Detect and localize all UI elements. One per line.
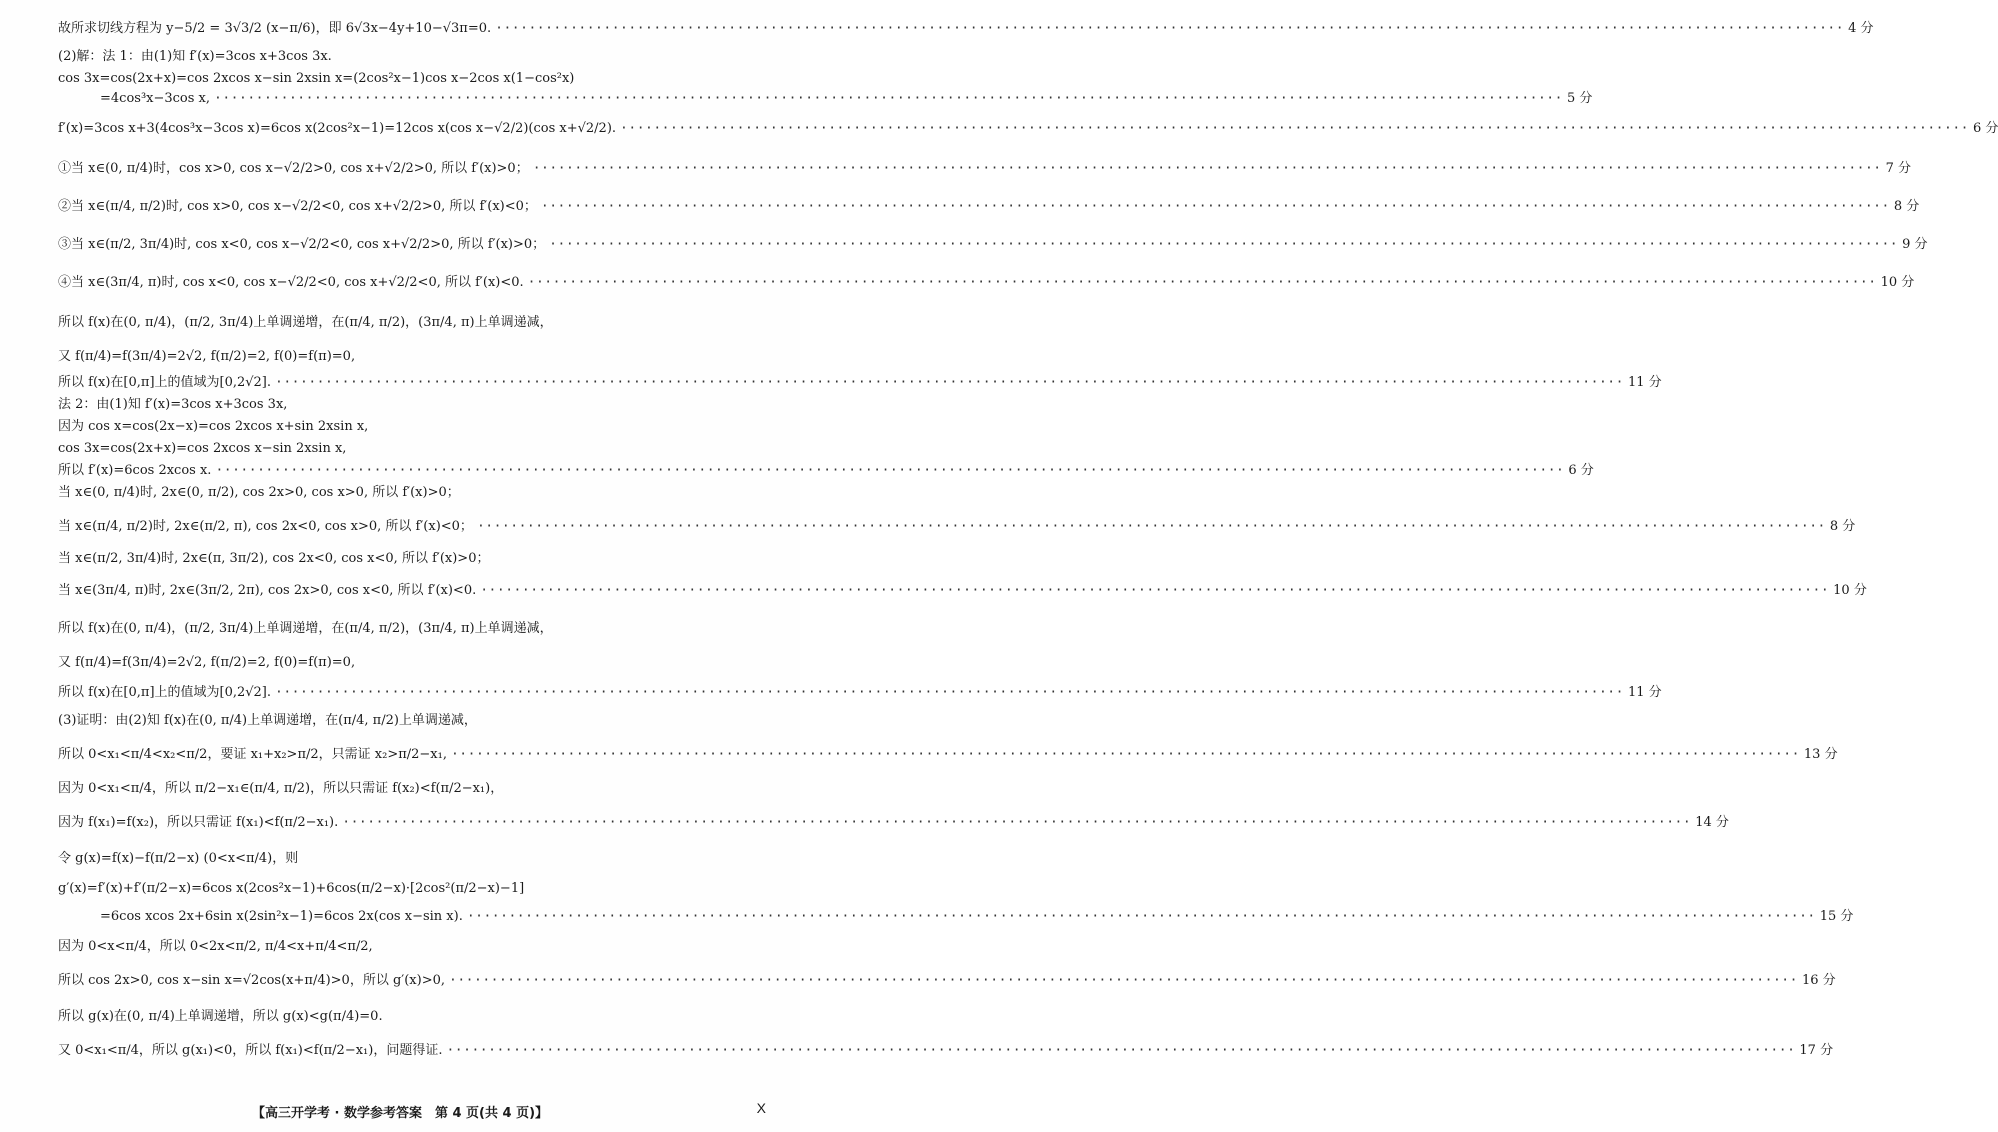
solution-line: [58, 275, 1915, 290]
dot-leader: [477, 520, 1826, 533]
solution-line: [58, 199, 1920, 214]
dot-leader: [215, 464, 1564, 477]
score-label: 11 分: [1627, 685, 1662, 700]
score-label: 8 分: [1893, 199, 1920, 214]
dot-leader: [549, 238, 1898, 251]
solution-line-text: 当 x∈(3π/4, π)时, 2x∈(3π/2, 2π), cos 2x>0, cos x<0, 所以 f′(x)<0.: [58, 583, 477, 598]
solution-line-text: 又 f(π/4)=f(3π/4)=2√2, f(π/2)=2, f(0)=f(π)=0,: [58, 349, 356, 364]
solution-line-text: ②当 x∈(π/4, π/2)时, cos x>0, cos x−√2/2<0, cos x+√2/2>0, 所以 f′(x)<0；: [58, 199, 537, 214]
solution-line-text: 所以 f(x)在[0,π]上的值域为[0,2√2].: [58, 685, 272, 700]
solution-line: [58, 316, 780, 329]
score-label: 6 分: [1568, 463, 1594, 478]
dot-leader: [275, 686, 1624, 699]
solution-line-text: 故所求切线方程为 y−5/2 = 3√3/2 (x−π/6)，即 6√3x−4y+10−√3π=0.: [58, 21, 492, 36]
page-footer: 【高三开学考 · 数学参考答案 第 4 页(共 4 页)】: [251, 1106, 549, 1121]
score-label: 14 分: [1695, 815, 1729, 830]
solution-line-text: 当 x∈(0, π/4)时, 2x∈(0, π/2), cos 2x>0, cos x>0, 所以 f′(x)>0；: [58, 485, 460, 500]
solution-line-text: 所以 0<x₁<π/4<x₂<π/2，要证 x₁+x₂>π/2，只需证 x₂>π/2−x₁,: [58, 747, 447, 762]
solution-line-text: 所以 f′(x)=6cos 2xcos x.: [58, 463, 212, 478]
dot-leader: [214, 92, 1563, 105]
dot-leader: [528, 276, 1877, 289]
dot-leader: [451, 748, 1800, 761]
dot-leader: [480, 584, 1829, 597]
solution-line: [58, 463, 1594, 478]
solution-line-text: 又 f(π/4)=f(3π/4)=2√2, f(π/2)=2, f(0)=f(π)=0,: [58, 655, 356, 670]
score-label: 15 分: [1819, 909, 1854, 924]
solution-line: [58, 486, 780, 499]
dot-leader: [342, 816, 1691, 829]
solution-line-text: 令 g(x)=f(x)−f(π/2−x) (0<x<π/4)，则: [58, 851, 299, 866]
solution-line-text: ④当 x∈(3π/4, π)时, cos x<0, cos x−√2/2<0, cos x+√2/2<0, 所以 f′(x)<0.: [58, 275, 524, 290]
solution-line: [58, 973, 1836, 988]
solution-line: [100, 909, 1854, 924]
solution-line-text: g′(x)=f′(x)+f′(π/2−x)=6cos x(2cos²x−1)+6cos(π/2−x)·[2cos²(π/2−x)−1]: [58, 881, 525, 896]
solution-line-text: 所以 cos 2x>0, cos x−sin x=√2cos(x+π/4)>0，所以 g′(x)>0,: [58, 973, 446, 988]
solution-line: [58, 398, 780, 411]
solution-line-text: 所以 f(x)在(0, π/4)，(π/2, 3π/4)上单调递增，在(π/4, π/2)，(3π/4, π)上单调递减，: [58, 621, 553, 636]
footer-mark: X: [756, 1100, 766, 1116]
solution-line: [58, 50, 780, 63]
solution-line: [58, 622, 780, 635]
solution-line-text: 所以 f(x)在[0,π]上的值域为[0,2√2].: [58, 375, 272, 390]
solution-line-text: ①当 x∈(0, π/4)时，cos x>0, cos x−√2/2>0, cos x+√2/2>0, 所以 f′(x)>0；: [58, 161, 529, 176]
solution-line-text: 所以 g(x)在(0, π/4)上单调递增，所以 g(x)<g(π/4)=0.: [58, 1009, 383, 1024]
solution-line-text: 所以 f(x)在(0, π/4)，(π/2, 3π/4)上单调递增，在(π/4, π/2)，(3π/4, π)上单调递减，: [58, 315, 553, 330]
solution-line: [58, 656, 780, 669]
score-label: 9 分: [1902, 237, 1928, 252]
dot-leader: [533, 162, 1882, 175]
solution-line: [58, 685, 1662, 700]
dot-leader: [446, 1044, 1795, 1057]
solution-line: [58, 1043, 1834, 1058]
score-label: 4 分: [1848, 21, 1874, 36]
score-label: 10 分: [1880, 275, 1915, 290]
dot-leader: [495, 22, 1844, 35]
dot-leader: [275, 376, 1624, 389]
score-label: 10 分: [1833, 583, 1867, 598]
solution-line: [58, 1010, 780, 1023]
solution-line: [58, 714, 780, 727]
score-label: 6 分: [1972, 121, 1998, 136]
score-label: 17 分: [1799, 1043, 1834, 1058]
score-label: 7 分: [1885, 161, 1912, 176]
solution-line-text: 又 0<x₁<π/4，所以 g(x₁)<0，所以 f(x₁)<f(π/2−x₁)，问题得证.: [58, 1043, 443, 1058]
solution-line-text: =4cos³x−3cos x,: [100, 91, 211, 106]
dot-leader: [620, 122, 1969, 135]
solution-line-text: 当 x∈(π/4, π/2)时, 2x∈(π/2, π), cos 2x<0, cos x>0, 所以 f′(x)<0；: [58, 519, 473, 534]
solution-line-text: 因为 0<x₁<π/4，所以 π/2−x₁∈(π/4, π/2)，所以只需证 f(x₂)<f(π/2−x₁)，: [58, 781, 504, 796]
score-label: 5 分: [1566, 91, 1593, 106]
solution-line: [58, 121, 1998, 136]
solution-line: [58, 747, 1838, 762]
solution-line: [58, 519, 1856, 534]
solution-line-text: cos 3x=cos(2x+x)=cos 2xcos x−sin 2xsin x,: [58, 441, 347, 456]
solution-line-text: ③当 x∈(π/2, 3π/4)时, cos x<0, cos x−√2/2<0, cos x+√2/2>0, 所以 f′(x)>0；: [58, 237, 546, 252]
solution-line-text: (2)解：法 1：由(1)知 f′(x)=3cos x+3cos 3x.: [58, 49, 332, 64]
solution-line: [58, 237, 1928, 252]
solution-line: [58, 815, 1729, 830]
solution-line: [58, 852, 780, 865]
solution-line-text: =6cos xcos 2x+6sin x(2sin²x−1)=6cos 2x(cos x−sin x).: [100, 909, 463, 924]
solution-line: [58, 375, 1662, 390]
score-label: 13 分: [1803, 747, 1838, 762]
solution-line: [58, 882, 780, 895]
score-label: 16 分: [1801, 973, 1836, 988]
solution-line: [58, 583, 1867, 598]
solution-line: [58, 21, 1874, 36]
dot-leader: [541, 200, 1890, 213]
dot-leader: [467, 910, 1816, 923]
solution-line: [58, 940, 780, 953]
solution-line-text: 因为 cos x=cos(2x−x)=cos 2xcos x+sin 2xsin x,: [58, 419, 369, 434]
solution-line: [58, 72, 780, 85]
solution-line-text: 当 x∈(π/2, 3π/4)时, 2x∈(π, 3π/2), cos 2x<0, cos x<0, 所以 f′(x)>0；: [58, 551, 490, 566]
solution-line: [58, 161, 1912, 176]
solution-line: [58, 420, 780, 433]
solution-line-text: cos 3x=cos(2x+x)=cos 2xcos x−sin 2xsin x=(2cos²x−1)cos x−2cos x(1−cos²x): [58, 71, 575, 86]
solution-line-text: (3)证明：由(2)知 f(x)在(0, π/4)上单调递增，在(π/4, π/2)上单调递减，: [58, 713, 477, 728]
solution-line: [58, 350, 780, 363]
score-label: 8 分: [1829, 519, 1856, 534]
solution-line: [58, 552, 780, 565]
solution-line: [58, 782, 780, 795]
solution-line-text: 法 2：由(1)知 f′(x)=3cos x+3cos 3x,: [58, 397, 288, 412]
solution-line: [58, 442, 780, 455]
solution-line-text: f′(x)=3cos x+3(4cos³x−3cos x)=6cos x(2cos²x−1)=12cos x(cos x−√2/2)(cos x+√2/2).: [58, 121, 617, 136]
solution-line: [100, 91, 1593, 106]
solution-line-text: 因为 0<x<π/4，所以 0<2x<π/2, π/4<x+π/4<π/2,: [58, 939, 373, 954]
solution-line-text: 因为 f(x₁)=f(x₂)，所以只需证 f(x₁)<f(π/2−x₁).: [58, 815, 339, 830]
score-label: 11 分: [1627, 375, 1662, 390]
dot-leader: [449, 974, 1798, 987]
